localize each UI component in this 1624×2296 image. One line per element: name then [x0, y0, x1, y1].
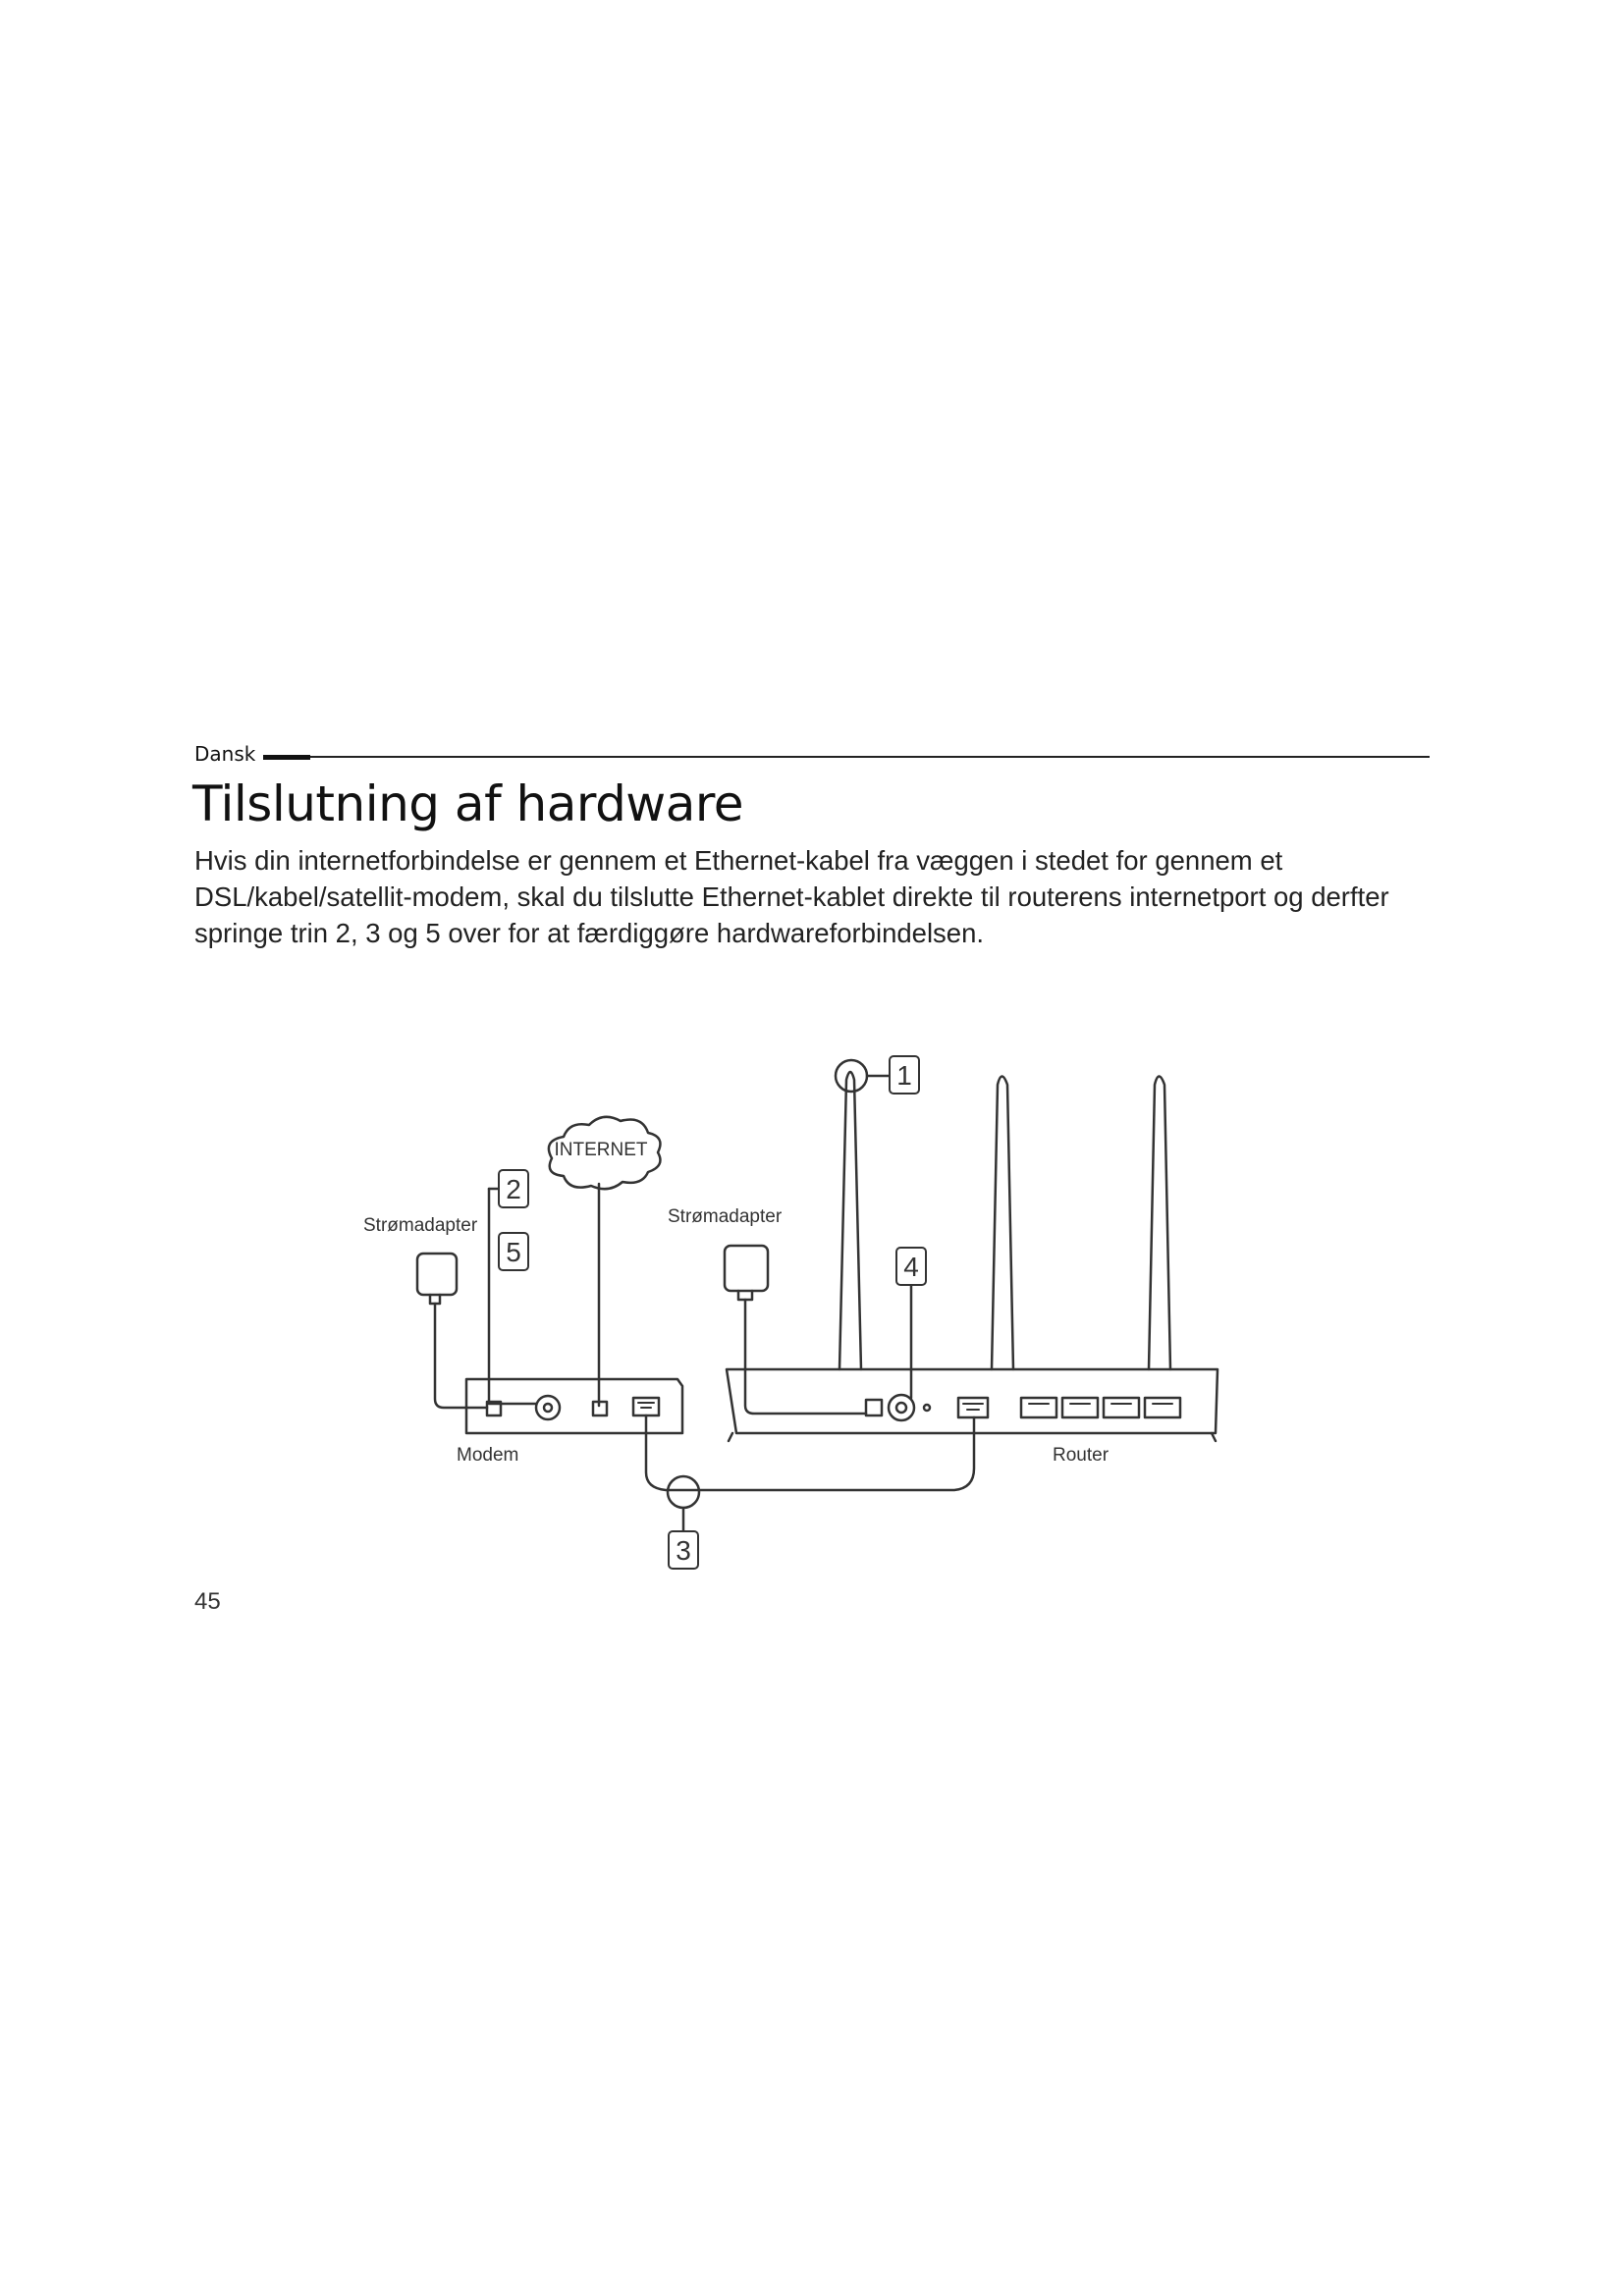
router-antenna-middle — [992, 1077, 1013, 1370]
page-number: 45 — [194, 1588, 221, 1615]
hardware-connection-diagram — [344, 1041, 1247, 1590]
section-rule — [310, 756, 1430, 758]
intro-paragraph: Hvis din internetforbindelse er gennem et Ethernet-kabel fra væggen i stedet for gennem et DSL/kabel/satellit-modem, skal du tilslutte Ethernet-kablet direkte til routerens internetport og derfter springe trin 2, 3 og 5 over for at færdiggøre hardwareforbindelsen. — [194, 845, 1389, 948]
section-rule-accent — [263, 755, 310, 760]
ethernet-cable — [646, 1415, 974, 1490]
router-label: Router — [1053, 1445, 1110, 1466]
modem-icon — [466, 1379, 682, 1433]
router-antenna-left — [839, 1072, 861, 1369]
step-1-highlight-circle — [836, 1060, 867, 1092]
router-power-button — [889, 1395, 914, 1420]
step-1-number: 1 — [896, 1060, 912, 1091]
step-4-number: 4 — [903, 1252, 919, 1282]
router-internet-port — [958, 1398, 988, 1417]
modem-label: Modem — [457, 1445, 519, 1466]
page-title: Tilslutning af hardware — [192, 775, 744, 832]
modem-adapter-label: Strømadapter — [363, 1215, 478, 1236]
modem-coax-port — [536, 1396, 560, 1419]
internet-label: INTERNET — [554, 1140, 648, 1160]
router-adapter-label: Strømadapter — [668, 1206, 783, 1227]
router-lan-port-3 — [1104, 1398, 1139, 1417]
step-2-number: 2 — [506, 1174, 521, 1204]
router-antenna-right — [1149, 1077, 1170, 1370]
modem-power-adapter-icon — [417, 1254, 457, 1295]
router-power-adapter-icon — [725, 1246, 768, 1291]
router-lan-port-1 — [1021, 1398, 1056, 1417]
step-3-highlight-circle — [668, 1476, 699, 1508]
router-lan-port-2 — [1062, 1398, 1098, 1417]
section-label: Dansk — [194, 742, 263, 766]
router-lan-port-4 — [1145, 1398, 1180, 1417]
step-3-number: 3 — [676, 1535, 691, 1566]
router-power-port — [866, 1400, 882, 1415]
step-5-number: 5 — [506, 1237, 521, 1267]
